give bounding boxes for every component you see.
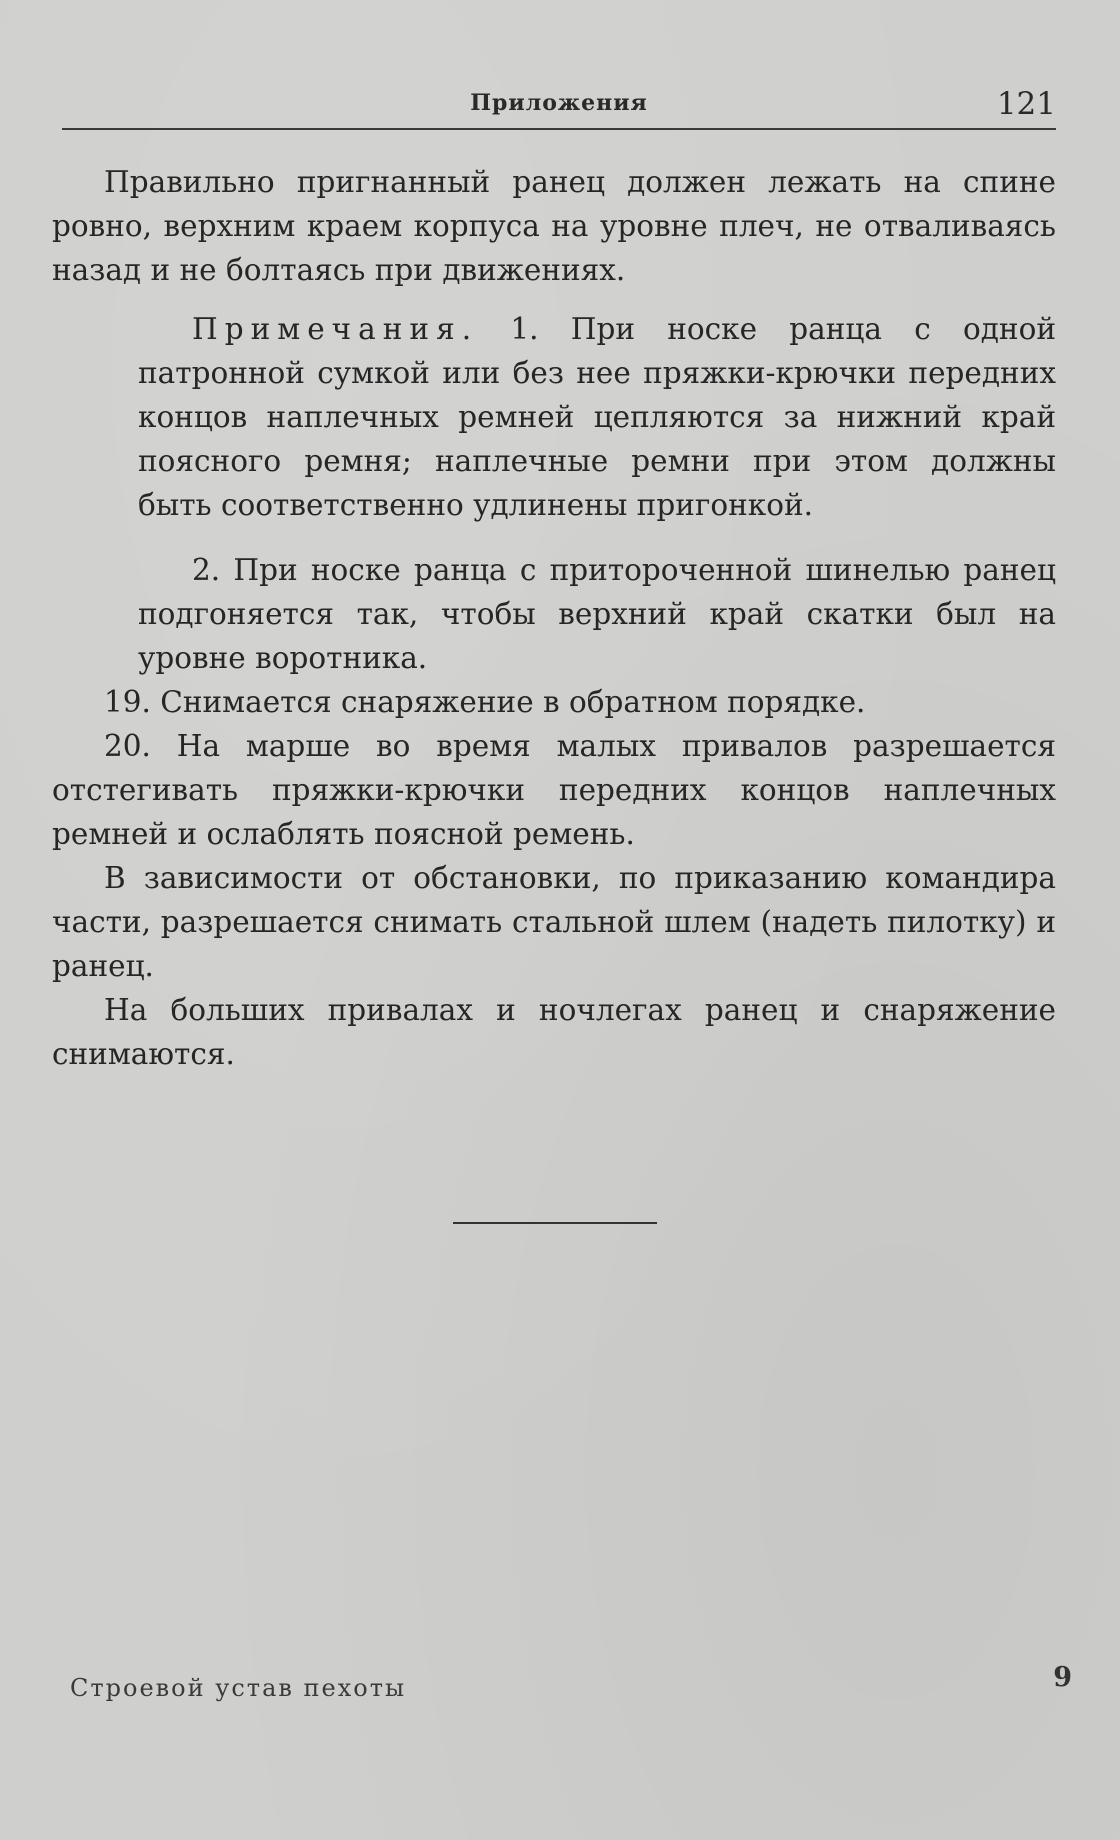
body-text xyxy=(52,160,1056,1076)
running-head xyxy=(62,86,1056,126)
page-number: 121 xyxy=(996,86,1056,122)
section-end-rule xyxy=(453,1222,657,1224)
signature-mark: 9 xyxy=(1053,1662,1072,1693)
paragraph-19: 19. Снимается снаряжение в обратном порядке. xyxy=(104,685,866,719)
notes-label: Примечания. xyxy=(192,312,479,346)
footer-book-title: Строевой устав пехоты xyxy=(70,1674,407,1702)
paragraph-halt-orders: В зависимости от обстановки, по приказанию командира части, разрешается снимать стальной шлем (надеть пилотку) и ранец. xyxy=(52,861,1056,983)
note-1 xyxy=(138,307,1056,527)
paragraph-long-halts: На больших привалах и ночлегах ранец и снаряжение снимаются. xyxy=(52,993,1056,1071)
note-2: 2. При носке ранца с притороченной шинелью ранец подгоняется так, чтобы верхний край скатки был на уровне воротника. xyxy=(138,553,1056,675)
header-rule xyxy=(62,128,1056,130)
paragraph-20: 20. На марше во время малых привалов разрешается отстегивать пряжки-крючки передних концов наплечных ремней и ослаблять поясной ремень. xyxy=(52,729,1056,851)
paragraph-backpack-fit: Правильно пригнанный ранец должен лежать на спине ровно, верхним краем корпуса на уровне плеч, не отваливаясь назад и не болтаясь при движениях. xyxy=(52,165,1056,287)
running-title: Приложения xyxy=(470,90,648,116)
note-1-text: 1. При носке ранца с одной патронной сумкой или без нее пряжки-крючки передних концов наплечных ремней цепляются за нижний край поясного ремня; наплечные ремни при этом должны быть соответственно удлинены пригонкой. xyxy=(138,312,1056,522)
